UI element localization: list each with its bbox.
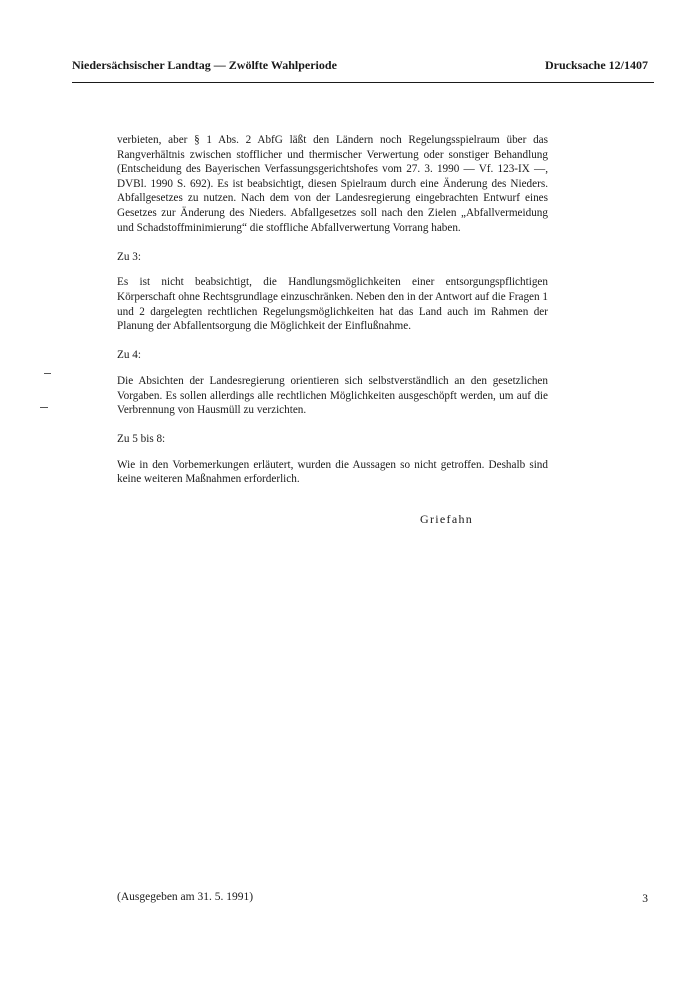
section-heading-zu-3: Zu 3: — [117, 250, 141, 263]
margin-mark-2 — [40, 407, 48, 408]
paragraph-zu-4: Die Absichten der Landesregierung orientieren sich selbstverständlich an den gesetzlichen Vorgaben. Es sollen allerdings alle rechtlichen Möglichkeiten ausgeschöpft werden, um auf die Verbrennung von Hausmüll zu verzichten. — [117, 374, 548, 417]
paragraph-zu-3: Es ist nicht beabsichtigt, die Handlungsmöglichkeiten einer entsorgungspflichtigen Körperschaft ohne Rechtsgrundlage einzuschränken. Neben den in der Antwort auf die Fragen 1 und 2 dargelegten rechtlichen Regelungsmöglichkeiten hat das Land auch im Rahmen der Planung der Abfallentsorgung die Möglichkeit der Einflußnahme. — [117, 276, 548, 333]
margin-mark-1 — [44, 373, 51, 374]
page-number: 3 — [642, 893, 648, 905]
section-heading-zu-5-bis-8: Zu 5 bis 8: — [117, 433, 166, 446]
document-body — [117, 133, 548, 502]
header-divider — [72, 82, 654, 83]
header-publisher: Niedersächsischer Landtag — Zwölfte Wahlperiode — [72, 58, 337, 72]
header-document-number: Drucksache 12/1407 — [545, 58, 648, 72]
section-heading-zu-4: Zu 4: — [117, 349, 141, 362]
signature: Griefahn — [420, 512, 474, 526]
paragraph-zu-5-bis-8: Wie in den Vorbemerkungen erläutert, wurden die Aussagen so nicht getroffen. Deshalb sind keine weiteren Maßnahmen erforderlich. — [117, 458, 548, 486]
paragraph-intro: verbieten, aber § 1 Abs. 2 AbfG läßt den Ländern noch Regelungsspielraum über das Rangverhältnis zwischen stofflicher und thermischer Verwertung oder sonstiger Behandlung (Entscheidung des Bayerischen Verfassungsgerichtshofes vom 27. 3. 1990 — Vf. 123-IX —, DVBl. 1990 S. 692). Es ist beabsichtigt, diesen Spielraum durch eine Änderung des Nieders. Abfallgesetzes zu nutzen. Nach dem von der Landesregierung eingebrachten Entwurf eines Gesetzes zur Änderung des Nieders. Abfallgesetzes soll nach den Zielen „Abfallvermeidung und Schadstoffminimierung“ die stoffliche Abfallverwertung Vorrang haben. — [117, 134, 548, 234]
issue-date: (Ausgegeben am 31. 5. 1991) — [117, 891, 254, 903]
